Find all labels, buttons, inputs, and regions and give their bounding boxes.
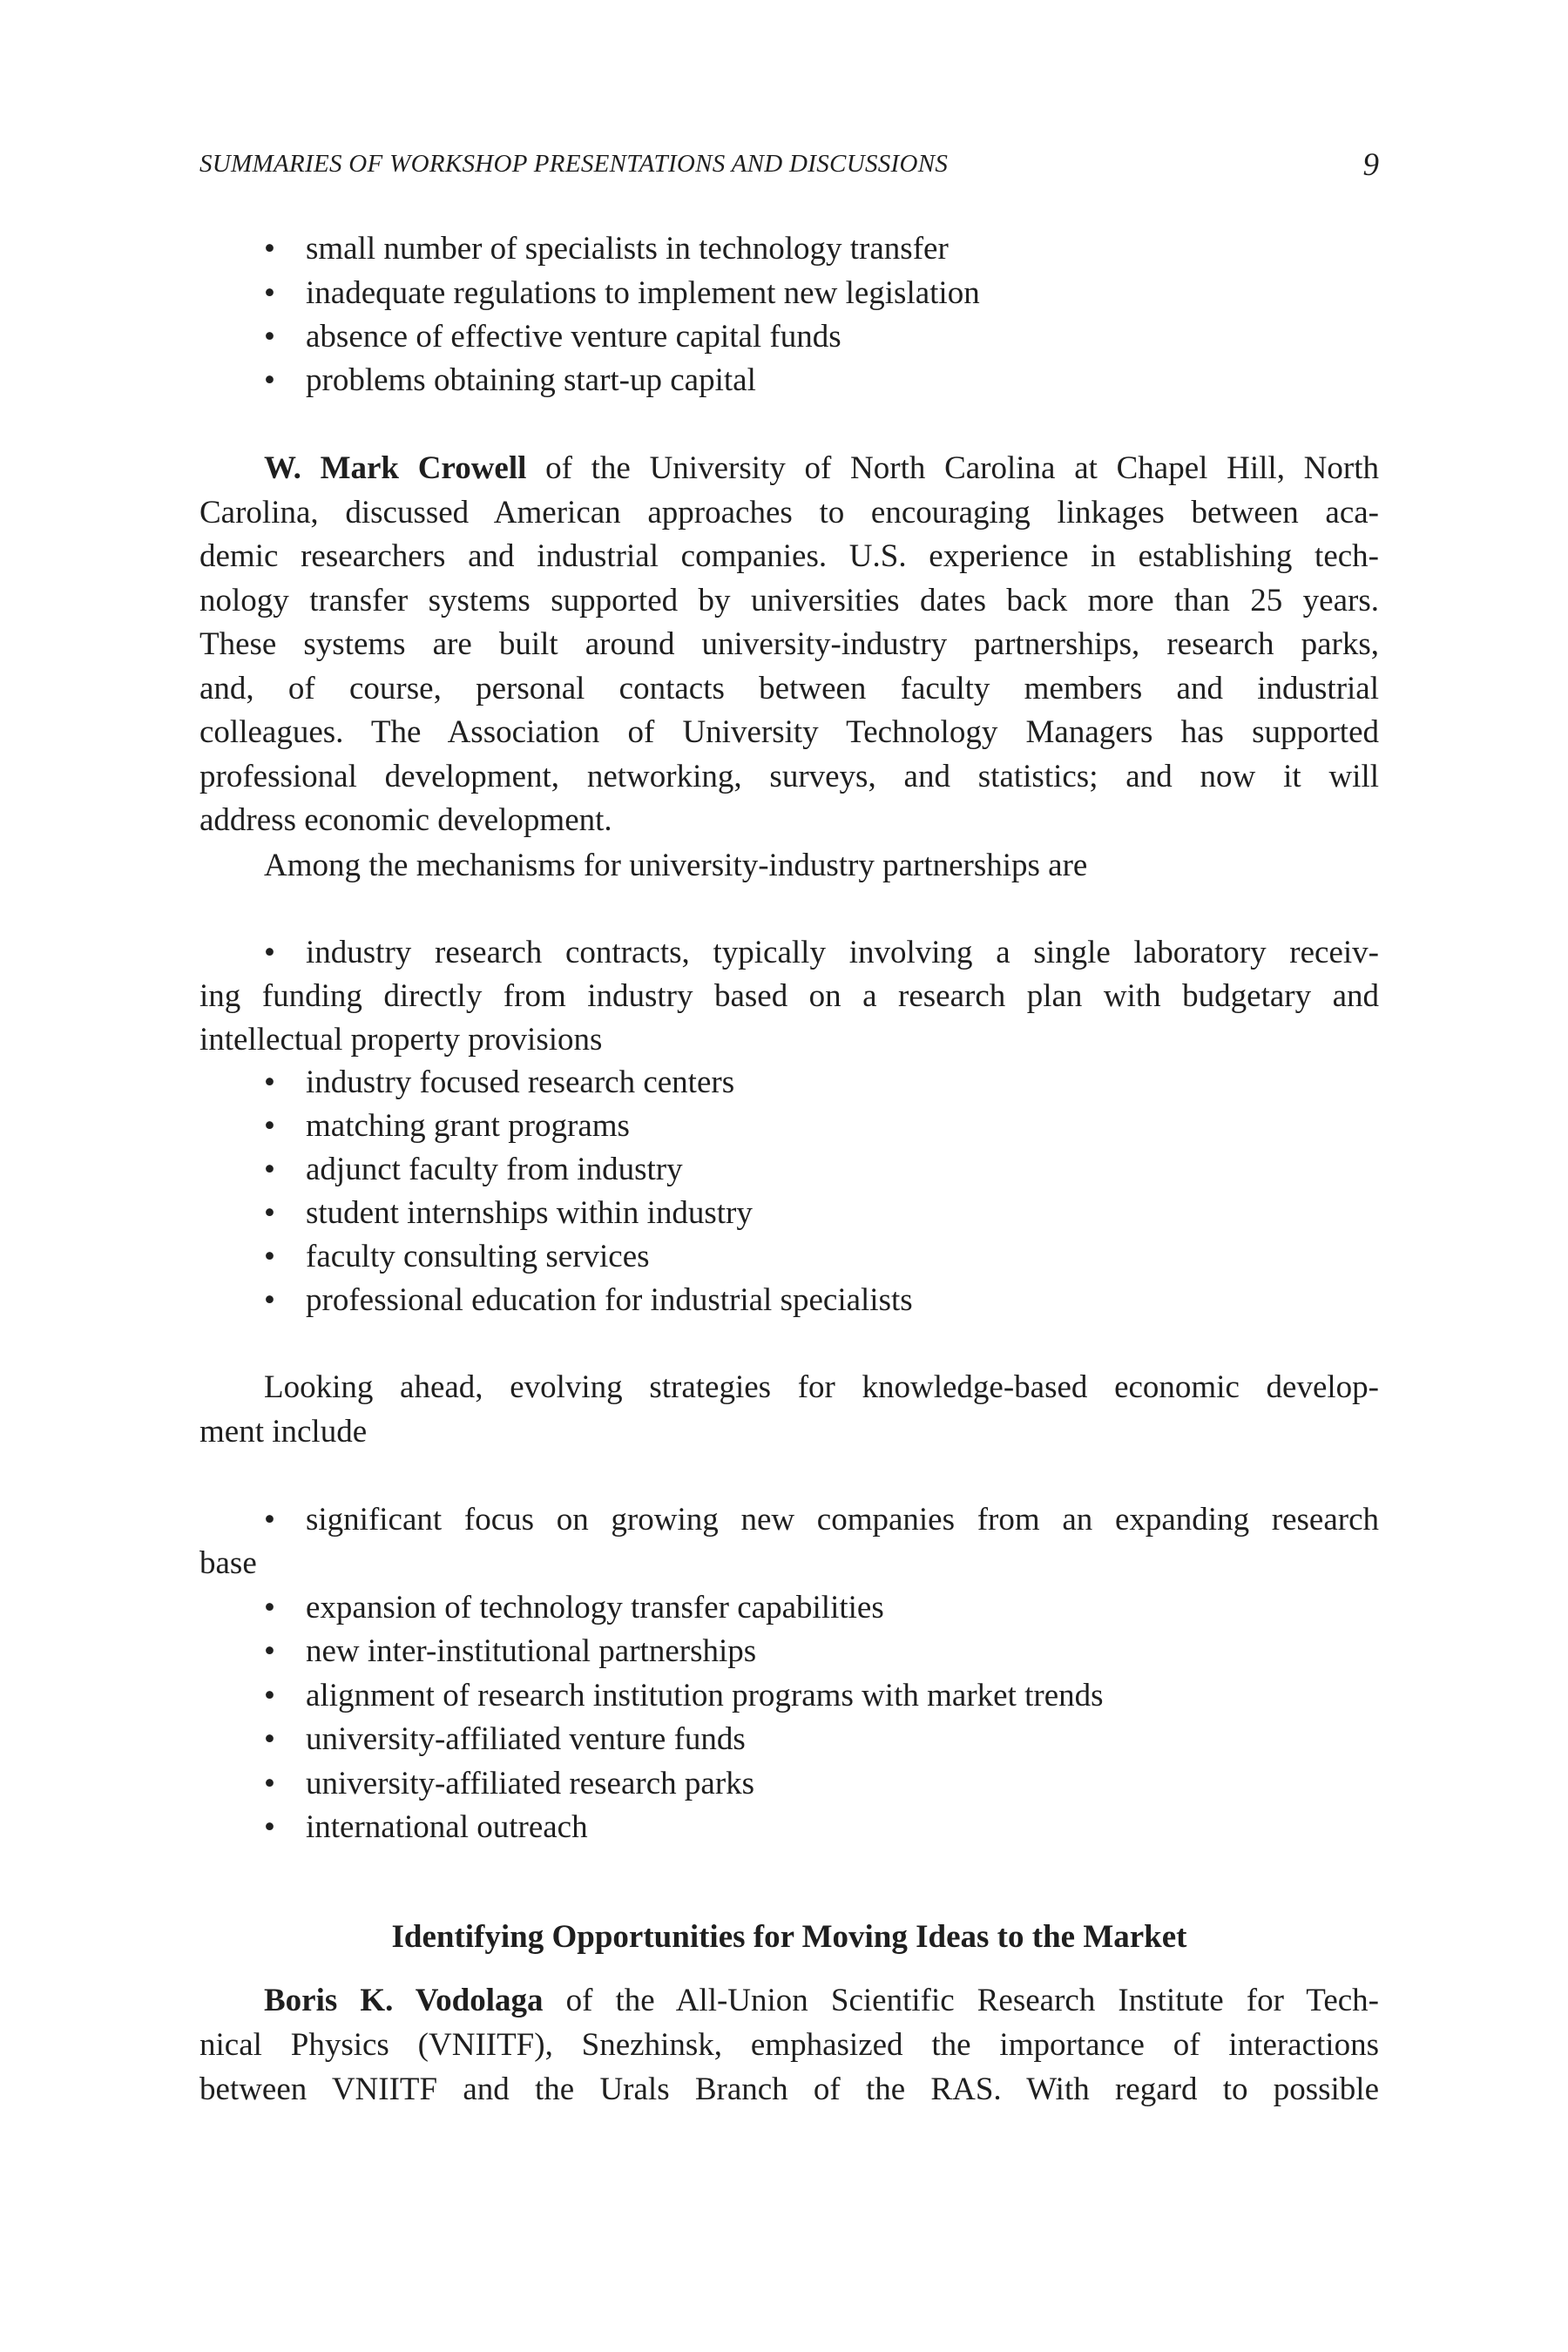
bullet-icon: • — [264, 319, 275, 355]
bullet-icon: • — [264, 1678, 275, 1713]
list-item-continuation: base — [199, 1545, 257, 1581]
list-item-continuation: intellectual property provisions — [199, 1022, 603, 1058]
paragraph-line: professional development, networking, surveys, and statistics; and now it will — [199, 759, 1379, 794]
bullet-icon: • — [264, 1282, 275, 1318]
paragraph-line: address economic development. — [199, 802, 612, 838]
list-item: • significant focus on growing new companies from an expanding research — [199, 1498, 1379, 1542]
bullet-icon: • — [264, 231, 275, 267]
paragraph-line: W. Mark Crowell of the University of North Carolina at Chapel Hill, North — [264, 450, 1379, 486]
bullet-icon: • — [264, 935, 275, 970]
paragraph-line: between VNIITF and the Urals Branch of the RAS. With regard to possible — [199, 2072, 1379, 2107]
running-head-title: SUMMARIES OF WORKSHOP PRESENTATIONS AND DISCUSSIONS — [199, 150, 949, 178]
bullet-icon: • — [264, 362, 275, 398]
bullet-icon: • — [264, 1633, 275, 1669]
bullet-icon: • — [264, 275, 275, 311]
paragraph-line: These systems are built around university-industry partnerships, research parks, — [199, 626, 1379, 662]
section-heading: Identifying Opportunities for Moving Ideas to the Market — [391, 1919, 1187, 1955]
paragraph-line: and, of course, personal contacts between faculty members and industrial — [199, 671, 1379, 706]
page-number: 9 — [1362, 147, 1379, 183]
bullet-icon: • — [264, 1152, 275, 1187]
paragraph-line: Looking ahead, evolving strategies for knowledge-based economic develop- — [264, 1369, 1379, 1405]
paragraph-line: Carolina, discussed American approaches to encouraging linkages between aca- — [199, 495, 1379, 531]
bullet-icon: • — [264, 1195, 275, 1231]
bullet-icon: • — [264, 1239, 275, 1274]
bullet-icon: • — [264, 1721, 275, 1757]
paragraph-line: nical Physics (VNIITF), Snezhinsk, emphasized the importance of interactions — [199, 2027, 1379, 2063]
list-item-continuation: ing funding directly from industry based on a research plan with budgetary and — [199, 978, 1379, 1014]
bullet-icon: • — [264, 1590, 275, 1625]
paragraph-line: colleagues. The Association of University Technology Managers has supported — [199, 714, 1379, 750]
paragraph-mechanisms-intro: Among the mechanisms for university-industry partnerships are — [264, 848, 1088, 883]
speaker-name: Boris K. Vodolaga — [264, 1983, 544, 2018]
bullet-icon: • — [264, 1108, 275, 1144]
paragraph-line: Boris K. Vodolaga of the All-Union Scientific Research Institute for Tech- — [264, 1983, 1379, 2018]
paragraph-line: demic researchers and industrial companies. U.S. experience in establishing tech- — [199, 538, 1379, 574]
paragraph-line: ment include — [199, 1414, 368, 1450]
list-item: • industry research contracts, typically involving a single laboratory receiv- — [199, 931, 1379, 975]
bullet-icon: • — [264, 1809, 275, 1845]
running-head — [199, 147, 1379, 188]
paragraph-line: nology transfer systems supported by universities dates back more than 25 years. — [199, 583, 1379, 618]
bullet-icon: • — [264, 1502, 275, 1538]
bullet-icon: • — [264, 1064, 275, 1100]
bullet-icon: • — [264, 1766, 275, 1801]
speaker-name: W. Mark Crowell — [264, 450, 527, 486]
